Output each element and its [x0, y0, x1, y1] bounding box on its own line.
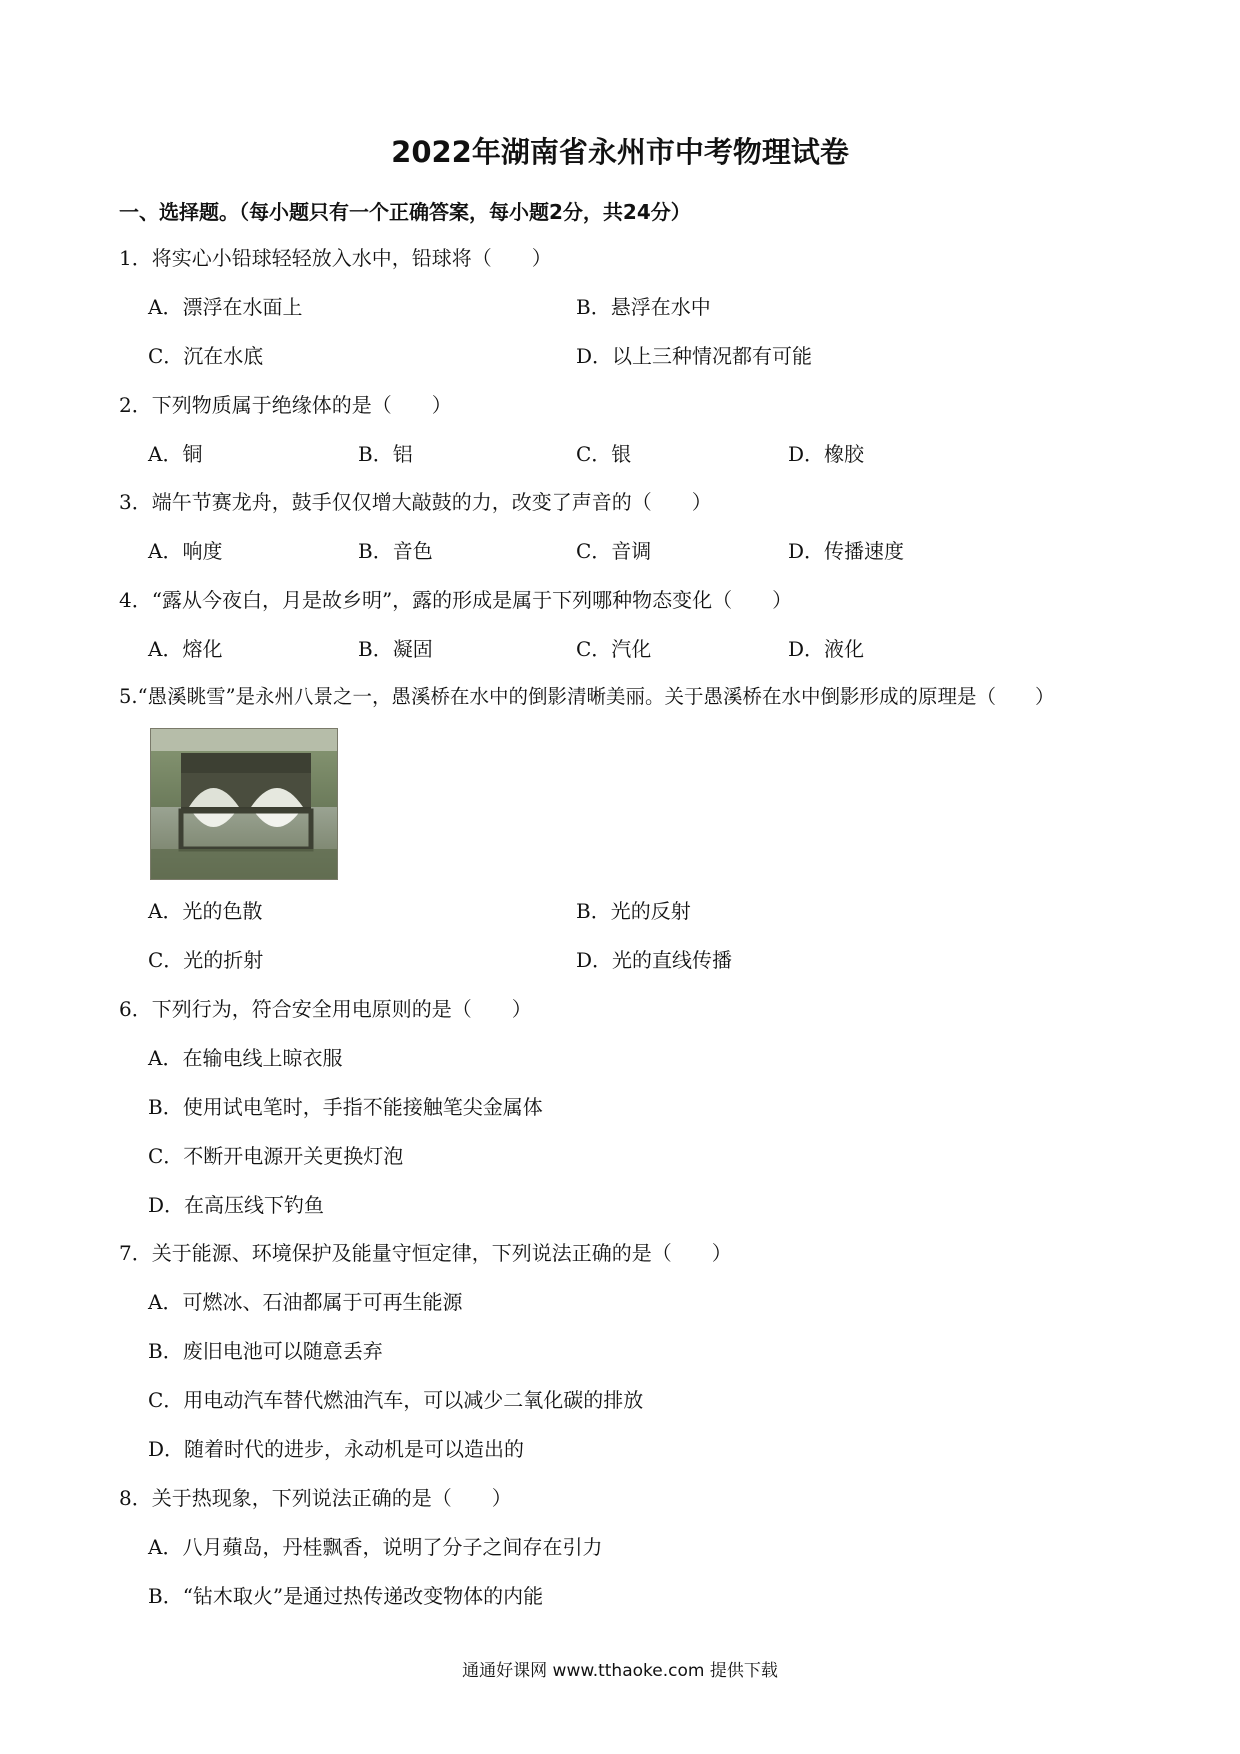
question-8-option-a: A．八月蘋岛，丹桂飘香，说明了分子之间存在引力: [148, 1535, 603, 1559]
question-3-option-a: A．响度: [148, 539, 223, 563]
question-5-stem: 5.“愚溪眺雪”是永州八景之一，愚溪桥在水中的倒影清晰美丽。关于愚溪桥在水中倒影形成的原理是（ ）: [119, 685, 1055, 708]
question-7-stem: 7．关于能源、环境保护及能量守恒定律，下列说法正确的是（ ）: [119, 1241, 732, 1265]
question-2-option-c: C．银: [576, 442, 632, 466]
question-6-option-a: A．在输电线上晾衣服: [148, 1046, 343, 1070]
question-7-option-b: B．废旧电池可以随意丢弃: [148, 1339, 383, 1363]
bridge-reflection-photo: [150, 728, 338, 880]
question-1-stem: 1．将实心小铅球轻轻放入水中，铅球将（ ）: [119, 246, 552, 270]
question-5-option-d: D．光的直线传播: [576, 948, 733, 972]
question-5-option-c: C．光的折射: [148, 948, 264, 972]
question-2-option-d: D．橡胶: [788, 442, 865, 466]
question-6-stem: 6．下列行为，符合安全用电原则的是（ ）: [119, 997, 532, 1021]
section-heading: 一、选择题。（每小题只有一个正确答案，每小题2分，共24分）: [119, 200, 691, 224]
question-4-option-b: B．凝固: [358, 637, 433, 661]
question-5-option-b: B．光的反射: [576, 899, 691, 923]
question-8-option-b: B．“钻木取火”是通过热传递改变物体的内能: [148, 1584, 544, 1608]
question-8-stem: 8．关于热现象，下列说法正确的是（ ）: [119, 1486, 512, 1510]
question-6-option-b: B．使用试电笔时，手指不能接触笔尖金属体: [148, 1095, 543, 1119]
question-2-stem: 2．下列物质属于绝缘体的是（ ）: [119, 393, 452, 417]
question-7-option-a: A．可燃冰、石油都属于可再生能源: [148, 1290, 463, 1314]
question-5-option-a: A．光的色散: [148, 899, 263, 923]
question-1-option-b: B．悬浮在水中: [576, 295, 711, 319]
question-7-option-d: D．随着时代的进步，永动机是可以造出的: [148, 1437, 525, 1461]
question-3-stem: 3．端午节赛龙舟，鼓手仅仅增大敲鼓的力，改变了声音的（ ）: [119, 490, 712, 514]
question-6-option-c: C．不断开电源开关更换灯泡: [148, 1144, 404, 1168]
question-7-option-c: C．用电动汽车替代燃油汽车，可以减少二氧化碳的排放: [148, 1388, 644, 1412]
page-footer: 通通好课网 www.tthaoke.com 提供下载: [462, 1661, 778, 1681]
question-1-option-a: A．漂浮在水面上: [148, 295, 303, 319]
question-4-option-a: A．熔化: [148, 637, 223, 661]
bridge-photo-image: [151, 729, 337, 879]
question-4-option-c: C．汽化: [576, 637, 652, 661]
question-3-option-d: D．传播速度: [788, 539, 905, 563]
question-1-option-c: C．沉在水底: [148, 344, 264, 368]
question-2-option-a: A．铜: [148, 442, 203, 466]
question-3-option-c: C．音调: [576, 539, 652, 563]
question-4-option-d: D．液化: [788, 637, 865, 661]
question-3-option-b: B．音色: [358, 539, 433, 563]
exam-title: 2022年湖南省永州市中考物理试卷: [391, 135, 849, 169]
question-6-option-d: D．在高压线下钓鱼: [148, 1193, 325, 1217]
question-2-option-b: B．铝: [358, 442, 413, 466]
question-1-option-d: D．以上三种情况都有可能: [576, 344, 813, 368]
question-4-stem: 4．“露从今夜白，月是故乡明”，露的形成是属于下列哪种物态变化（ ）: [119, 588, 793, 612]
